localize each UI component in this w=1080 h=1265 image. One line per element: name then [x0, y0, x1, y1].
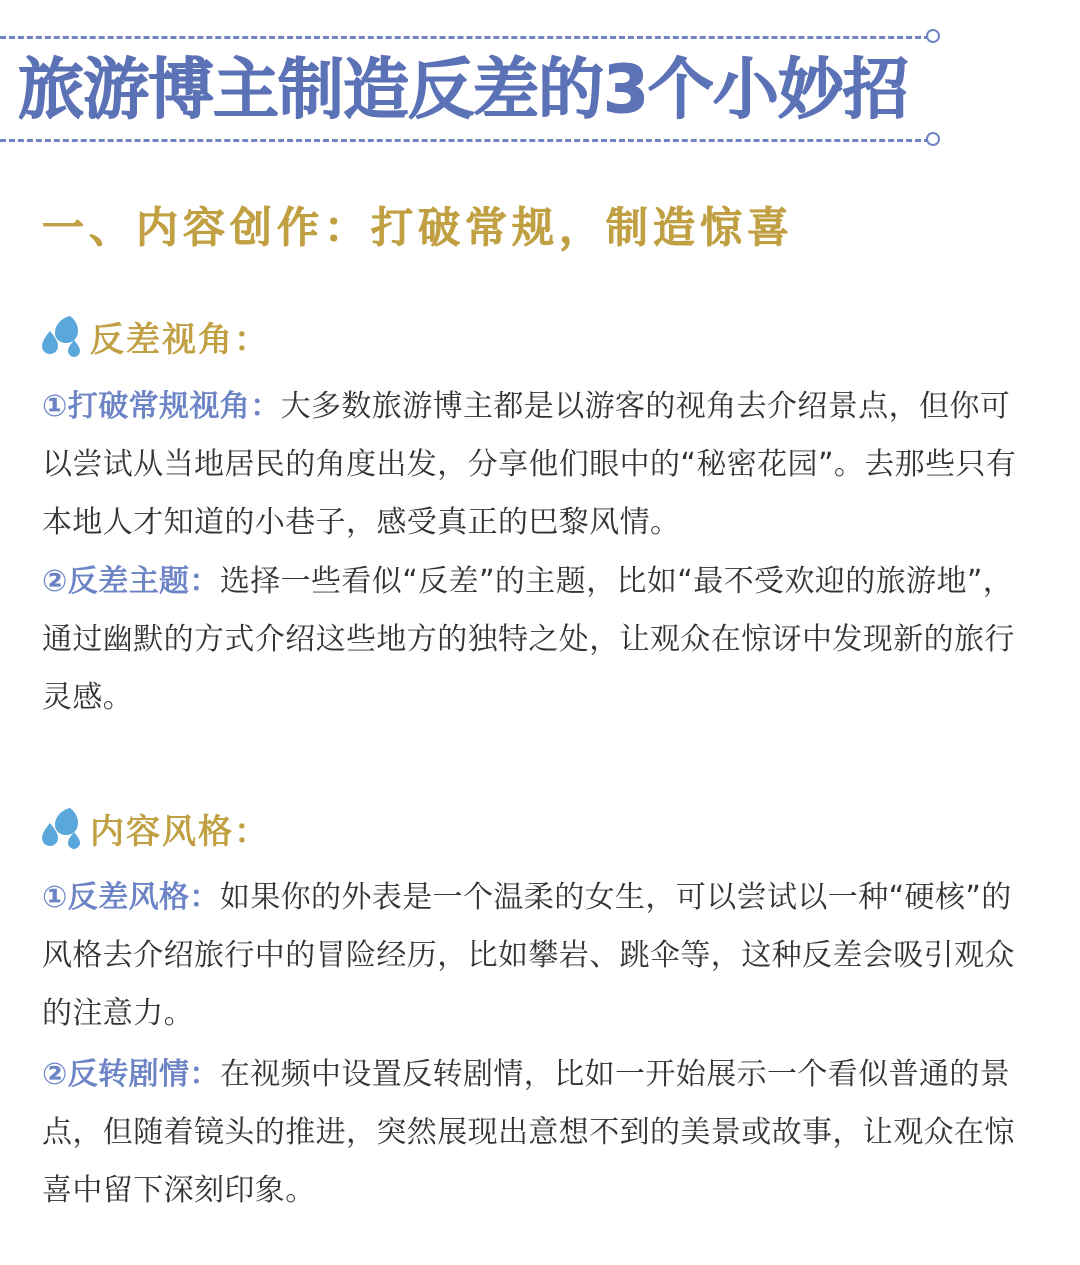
paragraph-lead: ①反差风格：	[42, 880, 220, 915]
paragraph-lead: ②反转剧情：	[42, 1057, 220, 1092]
paragraph-break-convention	[42, 378, 1032, 552]
sub-heading-contrast-perspective	[40, 314, 270, 358]
paragraph-text: 大多数旅游博主都是以游客的视角去介绍景点，但你可以尝试从当地居民的角度出发，分享他们眼中的“秘密花园”。去那些只有本地人才知道的小巷子，感受真正的巴黎风情。	[42, 389, 1017, 540]
top-dashed-divider	[0, 36, 930, 39]
paragraph-contrast-style	[42, 869, 1032, 1043]
bottom-dashed-divider	[0, 139, 930, 142]
paragraph-plot-twist	[42, 1046, 1032, 1220]
water-drops-icon	[40, 806, 86, 850]
top-divider-end-dot	[926, 29, 940, 43]
water-drops-icon	[40, 314, 86, 358]
paragraph-lead: ②反差主题：	[42, 564, 220, 599]
paragraph-contrast-theme	[42, 553, 1032, 727]
paragraph-text: 如果你的外表是一个温柔的女生，可以尝试以一种“硬核”的风格去介绍旅行中的冒险经历，比如攀岩、跳伞等，这种反差会吸引观众的注意力。	[42, 880, 1015, 1031]
section-heading: 一、内容创作：打破常规，制造惊喜	[42, 203, 795, 252]
sub-heading-label: 内容风格：	[90, 811, 270, 852]
sub-heading-label: 反差视角：	[90, 319, 270, 360]
bottom-divider-end-dot	[926, 132, 940, 146]
paragraph-lead: ①打破常规视角：	[42, 389, 281, 424]
paragraph-text: 在视频中设置反转剧情，比如一开始展示一个看似普通的景点，但随着镜头的推进，突然展现出意想不到的美景或故事，让观众在惊喜中留下深刻印象。	[42, 1057, 1015, 1208]
sub-heading-content-style	[40, 806, 270, 850]
paragraph-text: 选择一些看似“反差”的主题，比如“最不受欢迎的旅游地”，通过幽默的方式介绍这些地方的独特之处，让观众在惊讶中发现新的旅行灵感。	[42, 564, 1015, 715]
page-title: 旅游博主制造反差的3个小妙招	[18, 51, 908, 128]
